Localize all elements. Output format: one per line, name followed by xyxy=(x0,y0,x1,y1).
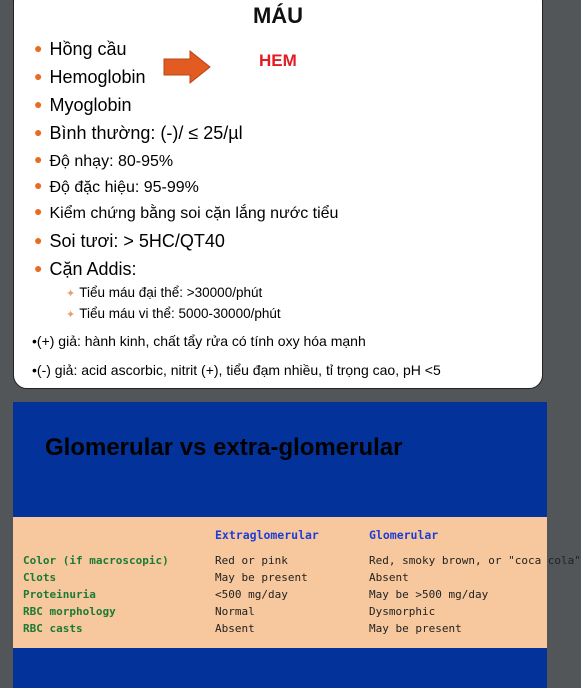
bullet-icon: ● xyxy=(34,260,43,276)
bullet-icon: ● xyxy=(34,124,43,140)
hem-label: HEM xyxy=(259,51,297,70)
bullet-icon: ● xyxy=(34,40,43,56)
bullet-icon: ● xyxy=(34,177,43,193)
list-item: ● Cặn Addis: xyxy=(34,259,137,279)
slide-title: MÁU xyxy=(252,3,304,28)
list-item: ● Kiểm chứng bằng soi cặn lắng nước tiểu xyxy=(34,203,339,222)
slide-title: Glomerular vs extra-glomerular xyxy=(45,434,403,461)
comparison-table: Extraglomerular Glomerular Color (if macroscopic) Red or pink Red, smoky brown, or "coca cola" Clots May be present Absent Proteinuria <500 mg/day May be >500 mg/day RBC morphology Normal Dysmorphic RBC casts Absent May be present xyxy=(13,517,547,648)
bullet-icon: ● xyxy=(34,151,43,167)
slide-mau xyxy=(13,0,543,389)
column-header-glomerular: Glomerular xyxy=(369,528,439,542)
list-item: ● Hemoglobin xyxy=(34,67,146,87)
list-item: ● Độ đặc hiệu: 95-99% xyxy=(34,177,199,196)
sub-item: ✦ Tiểu máu đại thể: >30000/phút xyxy=(66,285,263,300)
bullet-icon: ● xyxy=(34,232,43,248)
bullet-icon: ● xyxy=(34,96,43,112)
list-item: ● Myoglobin xyxy=(34,95,132,115)
sub-item: ✦ Tiểu máu vi thể: 5000-30000/phút xyxy=(66,306,281,321)
bullet-icon: ● xyxy=(34,68,43,84)
list-item: ● Soi tươi: > 5HC/QT40 xyxy=(34,231,225,251)
slide-glomerular xyxy=(13,402,581,688)
false-positive-note: •(+) giả: hành kinh, chất tẩy rửa có tính oxy hóa mạnh xyxy=(32,333,366,349)
list-item: ● Bình thường: (-)/ ≤ 25/µl xyxy=(34,123,243,143)
false-negative-note: •(-) giả: acid ascorbic, nitrit (+), tiểu đạm nhiều, tỉ trọng cao, pH <5 xyxy=(32,362,441,378)
sub-bullet-icon: ✦ xyxy=(66,309,76,321)
bullet-icon: ● xyxy=(34,203,43,219)
list-item: ● Hồng cầu xyxy=(34,39,127,59)
sub-bullet-icon: ✦ xyxy=(66,288,76,300)
right-arrow-icon xyxy=(164,51,212,83)
list-item: ● Độ nhạy: 80-95% xyxy=(34,151,174,170)
column-header-extraglomerular: Extraglomerular xyxy=(215,528,319,542)
